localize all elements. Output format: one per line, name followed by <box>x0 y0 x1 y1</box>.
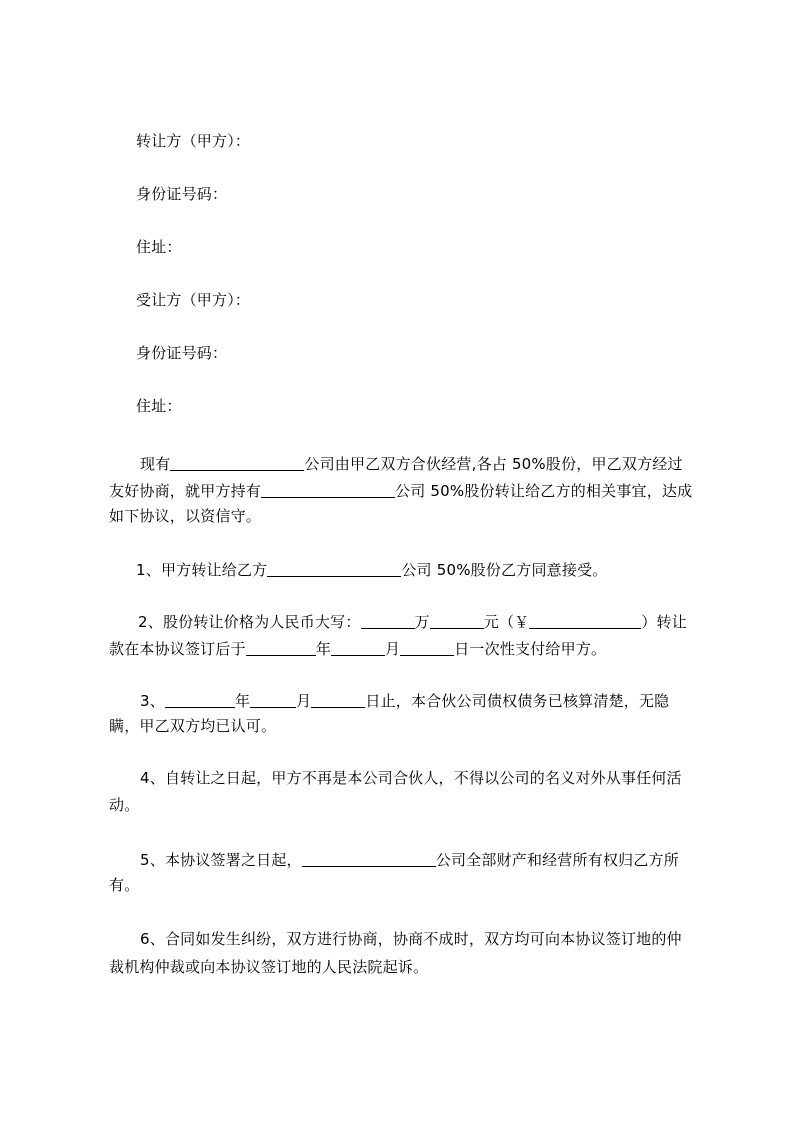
clause-5-line-2: 有。 <box>109 876 140 894</box>
clause-2-line-2 <box>109 640 606 657</box>
preamble-text-2: 公司由甲乙双方合伙经营,各占 50%股份，甲乙双方经过 <box>304 455 683 473</box>
clause-3-text-3: 月 <box>296 692 312 710</box>
clause-2-text-1: 2、股份转让价格为人民币大写： <box>138 613 361 631</box>
settlement-month-blank <box>250 692 296 708</box>
amount-figure-blank <box>529 613 641 629</box>
preamble-line-2 <box>109 482 692 499</box>
clause-1 <box>136 561 607 578</box>
clause-2-text-5: 款在本协议签订后于 <box>109 640 246 658</box>
payment-month-blank <box>331 640 385 656</box>
clause-5-text-1: 5、本协议签署之日起， <box>140 851 302 869</box>
amount-yuan-blank <box>430 613 484 629</box>
transferor-label: 转让方（甲方）： <box>136 132 251 150</box>
clause-6-line-1: 6、合同如发生纠纷，双方进行协商，协商不成时，双方均可向本协议签订地的仲 <box>140 930 682 948</box>
preamble-text-4: 公司 50%股份转让给乙方的相关事宜，达成 <box>395 482 693 500</box>
transferor-address-label: 住址： <box>136 238 182 256</box>
clause-4-line-2: 动。 <box>109 796 140 814</box>
clause-2-text-2: 万 <box>414 613 430 631</box>
clause-3-line-2: 瞒，甲乙双方均已认可。 <box>109 717 277 735</box>
preamble-line-1 <box>140 455 683 472</box>
clause-2-text-3: 元（￥ <box>483 613 530 631</box>
preamble-text-1: 现有 <box>140 455 171 473</box>
settlement-day-blank <box>311 692 365 708</box>
clause-1-text-2: 公司 50%股份乙方同意接受。 <box>401 561 608 579</box>
clause-2-text-7: 月 <box>385 640 401 658</box>
clause-3-text-4: 日止，本合伙公司债权债务已核算清楚，无隐 <box>365 692 670 710</box>
payment-year-blank <box>246 640 316 656</box>
clause-3-text-2: 年 <box>234 692 251 710</box>
clause-2-text-6: 年 <box>315 640 332 658</box>
transferee-label: 受让方（甲方）： <box>136 291 251 309</box>
settlement-year-blank <box>165 692 235 708</box>
clause-3-text-1: 3、 <box>140 692 165 710</box>
amount-wan-blank <box>361 613 415 629</box>
transferee-id-label: 身份证号码： <box>136 344 228 362</box>
clause-4-line-1: 4、自转让之日起，甲方不再是本公司合伙人，不得以公司的名义对外从事任何活 <box>140 769 682 787</box>
preamble-text-3: 友好协商，就甲方持有 <box>109 482 262 500</box>
company-name-blank <box>267 561 401 577</box>
company-name-blank <box>261 482 395 498</box>
preamble-line-3: 如下协议，以资信守。 <box>109 507 262 525</box>
company-name-blank <box>302 851 436 867</box>
transferor-id-label: 身份证号码： <box>136 185 228 203</box>
clause-6-line-2: 裁机构仲裁或向本协议签订地的人民法院起诉。 <box>109 958 429 976</box>
clause-5-line-1 <box>140 851 679 868</box>
clause-5-text-2: 公司全部财产和经营所有权归乙方所 <box>435 851 679 869</box>
company-name-blank <box>170 455 304 471</box>
transferee-address-label: 住址： <box>136 397 182 415</box>
clause-1-text-1: 1、甲方转让给乙方 <box>136 561 268 579</box>
clause-2-text-8: 日一次性支付给甲方。 <box>454 640 607 658</box>
clause-3-line-1 <box>140 692 669 709</box>
clause-2-text-4: ）转让 <box>641 613 687 631</box>
clause-2-line-1 <box>138 613 687 630</box>
payment-day-blank <box>400 640 454 656</box>
